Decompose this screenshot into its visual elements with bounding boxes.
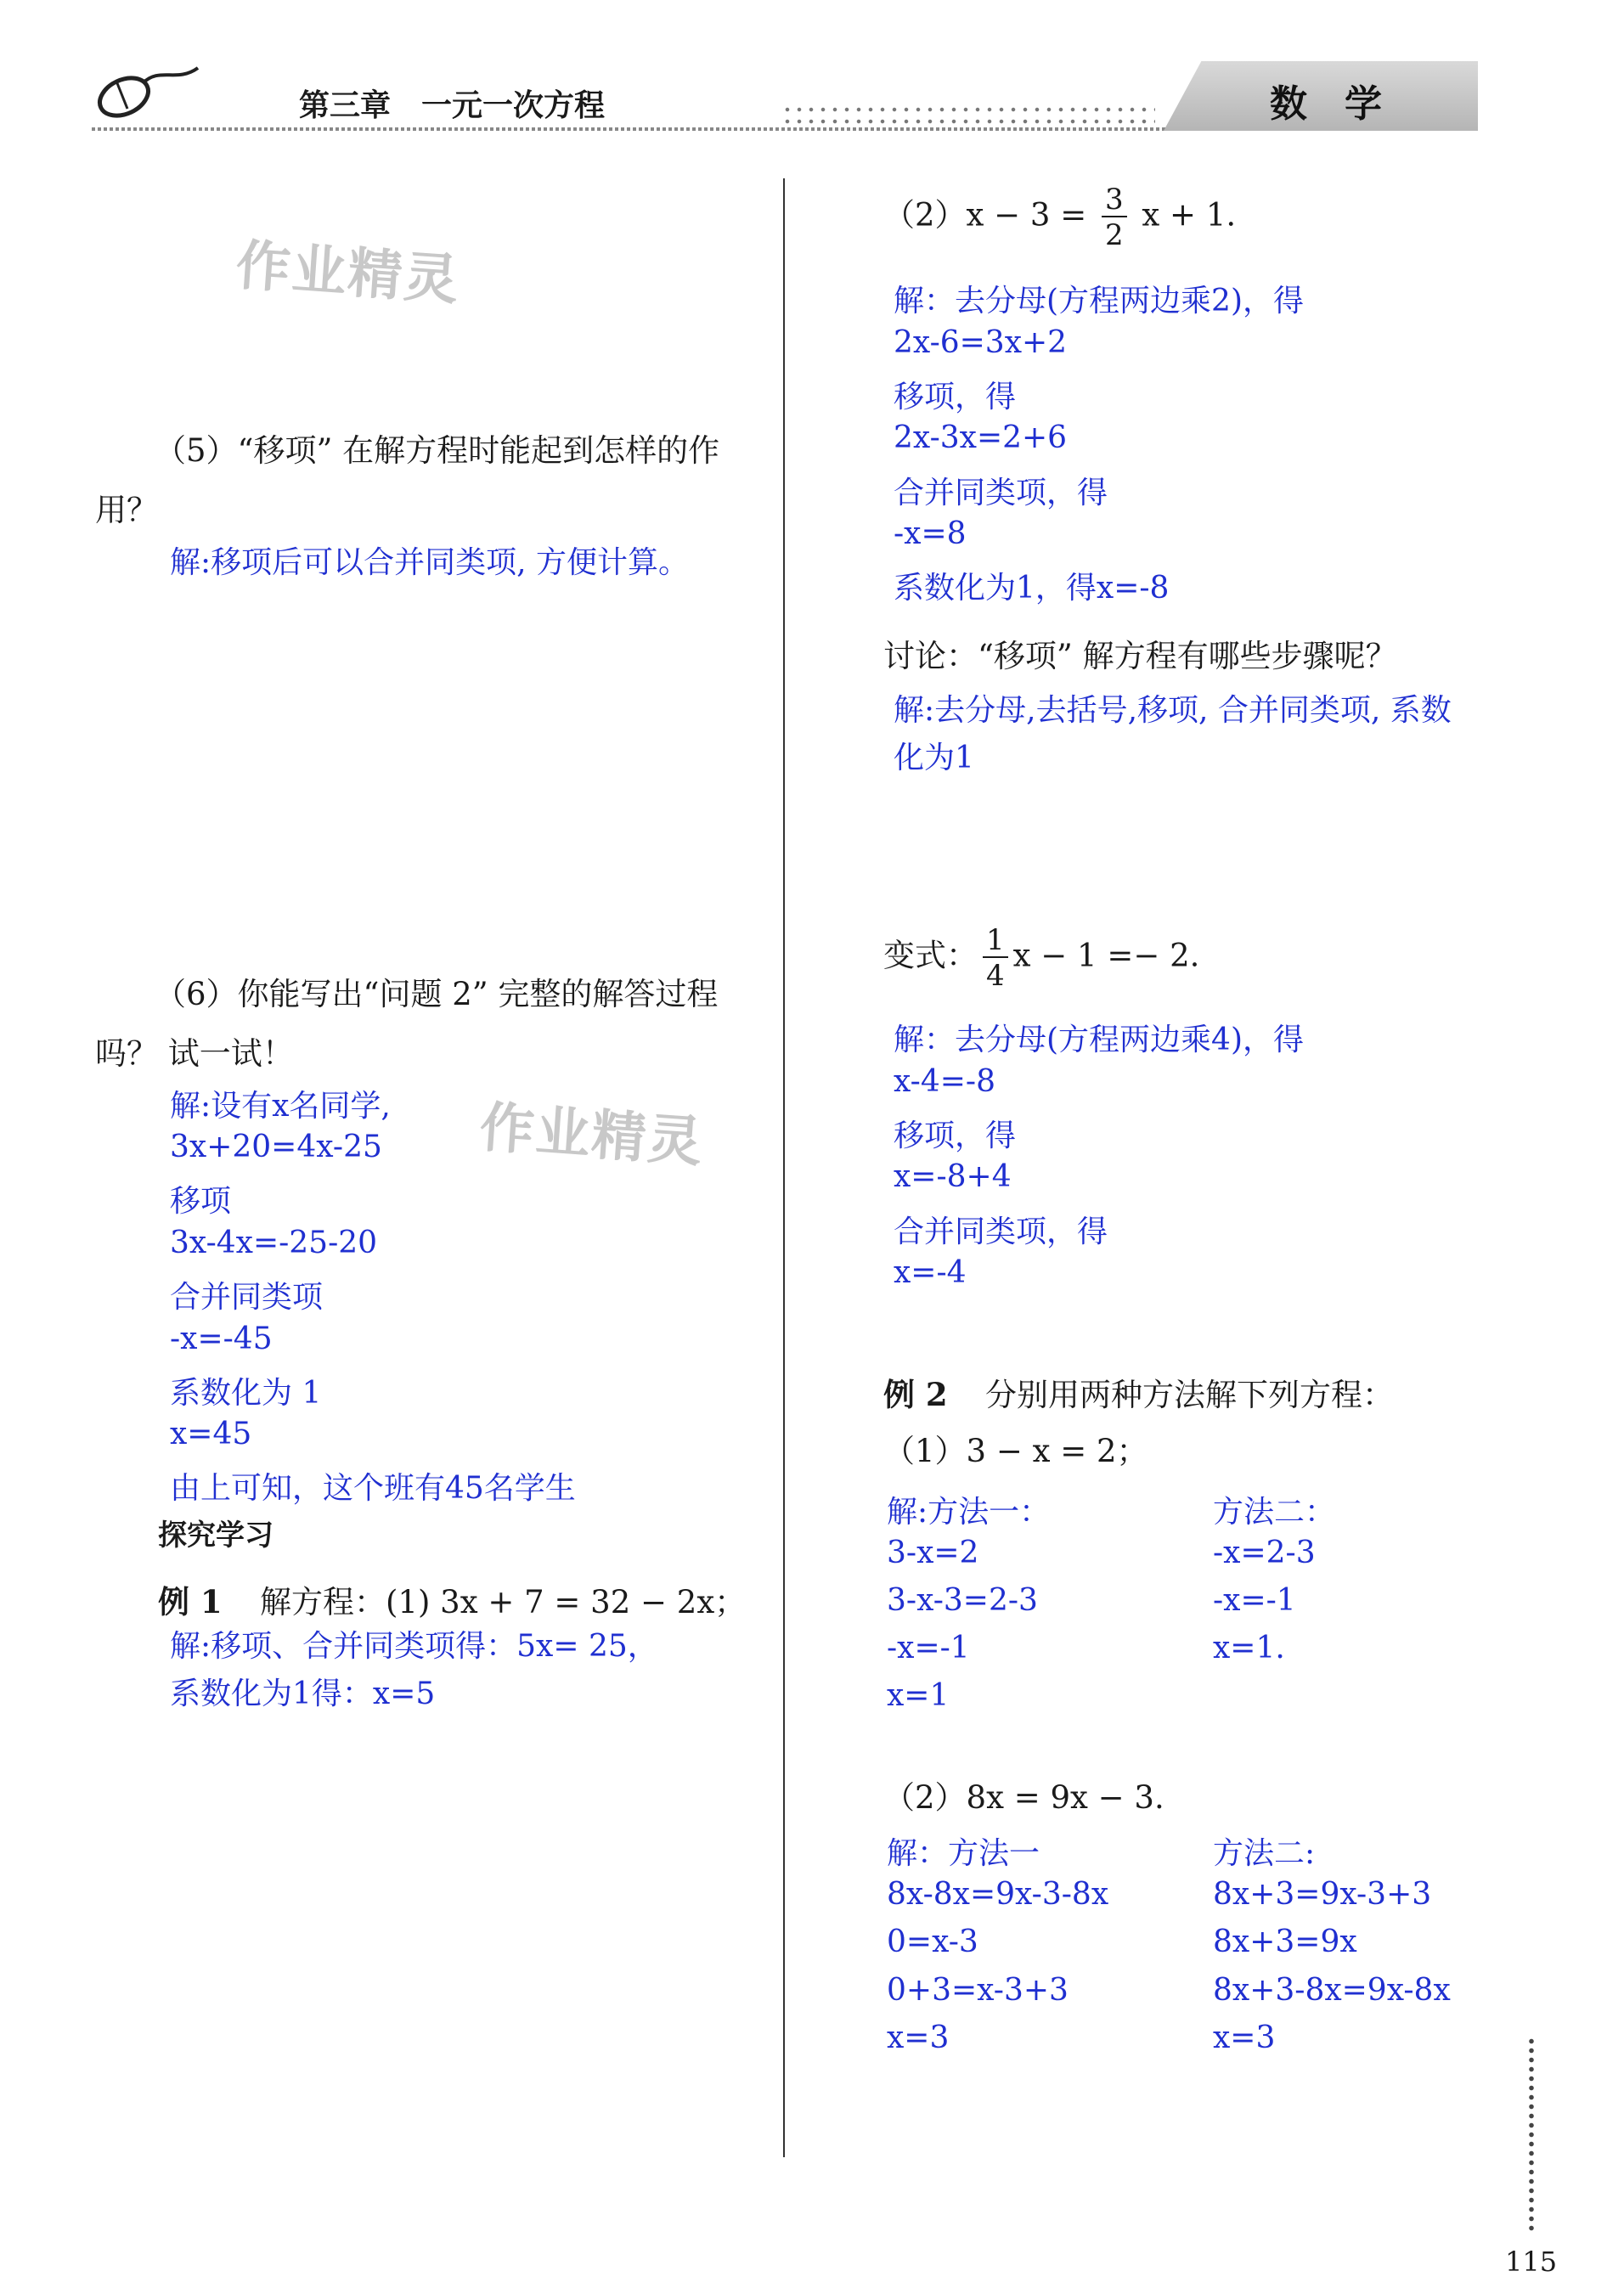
answer-line: -x=2-3 [1213, 1536, 1316, 1570]
page-number: 115 [1505, 2246, 1558, 2278]
answer-line: 解:设有x名同学, [170, 1089, 391, 1124]
answer-line: 由上可知，这个班有45名学生 [170, 1471, 576, 1506]
answer-line: 解：去分母(方程两边乘2)，得 [894, 284, 1304, 318]
fraction-denominator: 4 [986, 959, 1005, 993]
fraction-denominator: 2 [1105, 218, 1124, 252]
answer-line: -x=8 [894, 516, 967, 551]
variant-equation [883, 923, 1200, 993]
example-2-text: 分别用两种方法解下列方程： [985, 1377, 1394, 1413]
answer-line: -x=-1 [1213, 1583, 1296, 1618]
example-2-question-1: （1）3 − x = 2； [883, 1433, 1148, 1469]
watermark: 作业精灵 [234, 234, 462, 313]
answer-line: 系数化为1得：x=5 [170, 1677, 436, 1711]
chapter-title: 第三章 一元一次方程 [299, 88, 606, 123]
fraction [1102, 185, 1127, 250]
footer-dotted-rule [1529, 2037, 1534, 2232]
answer-line: x=3 [887, 2020, 950, 2055]
answer-line: 2x-3x=2+6 [894, 420, 1068, 455]
answer-line: 解：方法一 [887, 1836, 1040, 1871]
watermark: 作业精灵 [477, 1096, 706, 1175]
answer-line: 8x-8x=9x-3-8x [887, 1877, 1109, 1912]
example-1-text: 解方程：(1) 3x + 7 = 32 − 2x； [260, 1584, 747, 1620]
fraction-numerator: 1 [983, 926, 1008, 958]
answer-line: x=45 [170, 1417, 252, 1451]
answer-line: 解:移项、合并同类项得：5x= 25， [170, 1629, 658, 1664]
answer-line: 0=x-3 [887, 1925, 978, 1959]
answer-line: 3-x-3=2-3 [887, 1583, 1038, 1618]
answer-line: 2x-6=3x+2 [894, 325, 1068, 360]
question-6-line1: （6）你能写出“问题 2” 完整的解答过程 [155, 976, 719, 1012]
answer-line: 8x+3=9x-3+3 [1213, 1877, 1432, 1912]
mouse-logo-icon [92, 58, 202, 126]
answer-line: -x=-1 [887, 1631, 970, 1665]
question-6-line2: 吗？ 试一试！ [95, 1035, 294, 1072]
section-title: 探究学习 [158, 1519, 273, 1553]
answer-line: 解:方法一： [887, 1495, 1051, 1530]
example-2-question-2: （2）8x = 9x − 3. [883, 1779, 1164, 1816]
equation-right: x + 1. [1142, 196, 1237, 234]
answer-line: 0+3=x-3+3 [887, 1973, 1069, 2008]
answer-line: 解:去分母,去括号,移项, 合并同类项, 系数 [894, 693, 1452, 728]
question-5-line1: （5）“移项” 在解方程时能起到怎样的作 [155, 432, 720, 469]
column-divider [783, 178, 785, 2157]
equation-right: x − 1 =− 2. [1012, 937, 1200, 974]
example-1-label: 例 1 [158, 1583, 223, 1620]
answer-line: x-4=-8 [894, 1064, 995, 1099]
answer-line: 3-x=2 [887, 1536, 979, 1570]
question-5-line2: 用？ [95, 492, 158, 528]
answer-line: x=-4 [894, 1255, 967, 1290]
answer-line: 合并同类项 [170, 1280, 324, 1315]
answer-line: 移项 [170, 1184, 232, 1219]
equation-left: （2）x − 3 = [883, 196, 1087, 234]
example-2-label: 例 2 [883, 1376, 948, 1413]
answer-line: 化为1 [894, 741, 974, 775]
answer-line: 合并同类项，得 [894, 476, 1108, 510]
answer-line: 方法二： [1213, 1495, 1336, 1530]
subject-title: 数 学 [1270, 82, 1382, 126]
answer-line: 移项，得 [894, 1119, 1017, 1153]
answer-line: 合并同类项，得 [894, 1214, 1108, 1249]
answer-line: 移项，得 [894, 380, 1017, 414]
fraction [983, 923, 1008, 993]
answer-line: 3x+20=4x-25 [170, 1130, 382, 1164]
answer-line: 3x-4x=-25-20 [170, 1226, 378, 1260]
answer-line: x=1 [887, 1678, 950, 1713]
answer-line: 系数化为 1 [170, 1376, 322, 1411]
answer-line: x=-8+4 [894, 1159, 1012, 1194]
answer-line: -x=-45 [170, 1322, 273, 1356]
variant-label: 变式： [883, 937, 978, 974]
fraction-numerator: 3 [1102, 185, 1127, 217]
discussion-question: 讨论：“移项” 解方程有哪些步骤呢？ [883, 638, 1397, 674]
header-dotted-band [781, 104, 1155, 127]
question-2-equation [883, 185, 1236, 250]
answer-line: x=3 [1213, 2020, 1276, 2055]
answer-line: x=1. [1213, 1631, 1285, 1665]
answer-line: 8x+3-8x=9x-8x [1213, 1973, 1451, 2008]
question-5-answer: 解:移项后可以合并同类项, 方便计算。 [170, 545, 690, 580]
answer-line: 方法二: [1213, 1836, 1316, 1871]
answer-line: 系数化为1，得x=-8 [894, 571, 1170, 606]
answer-line: 解：去分母(方程两边乘4)，得 [894, 1023, 1304, 1057]
answer-line: 8x+3=9x [1213, 1925, 1357, 1959]
